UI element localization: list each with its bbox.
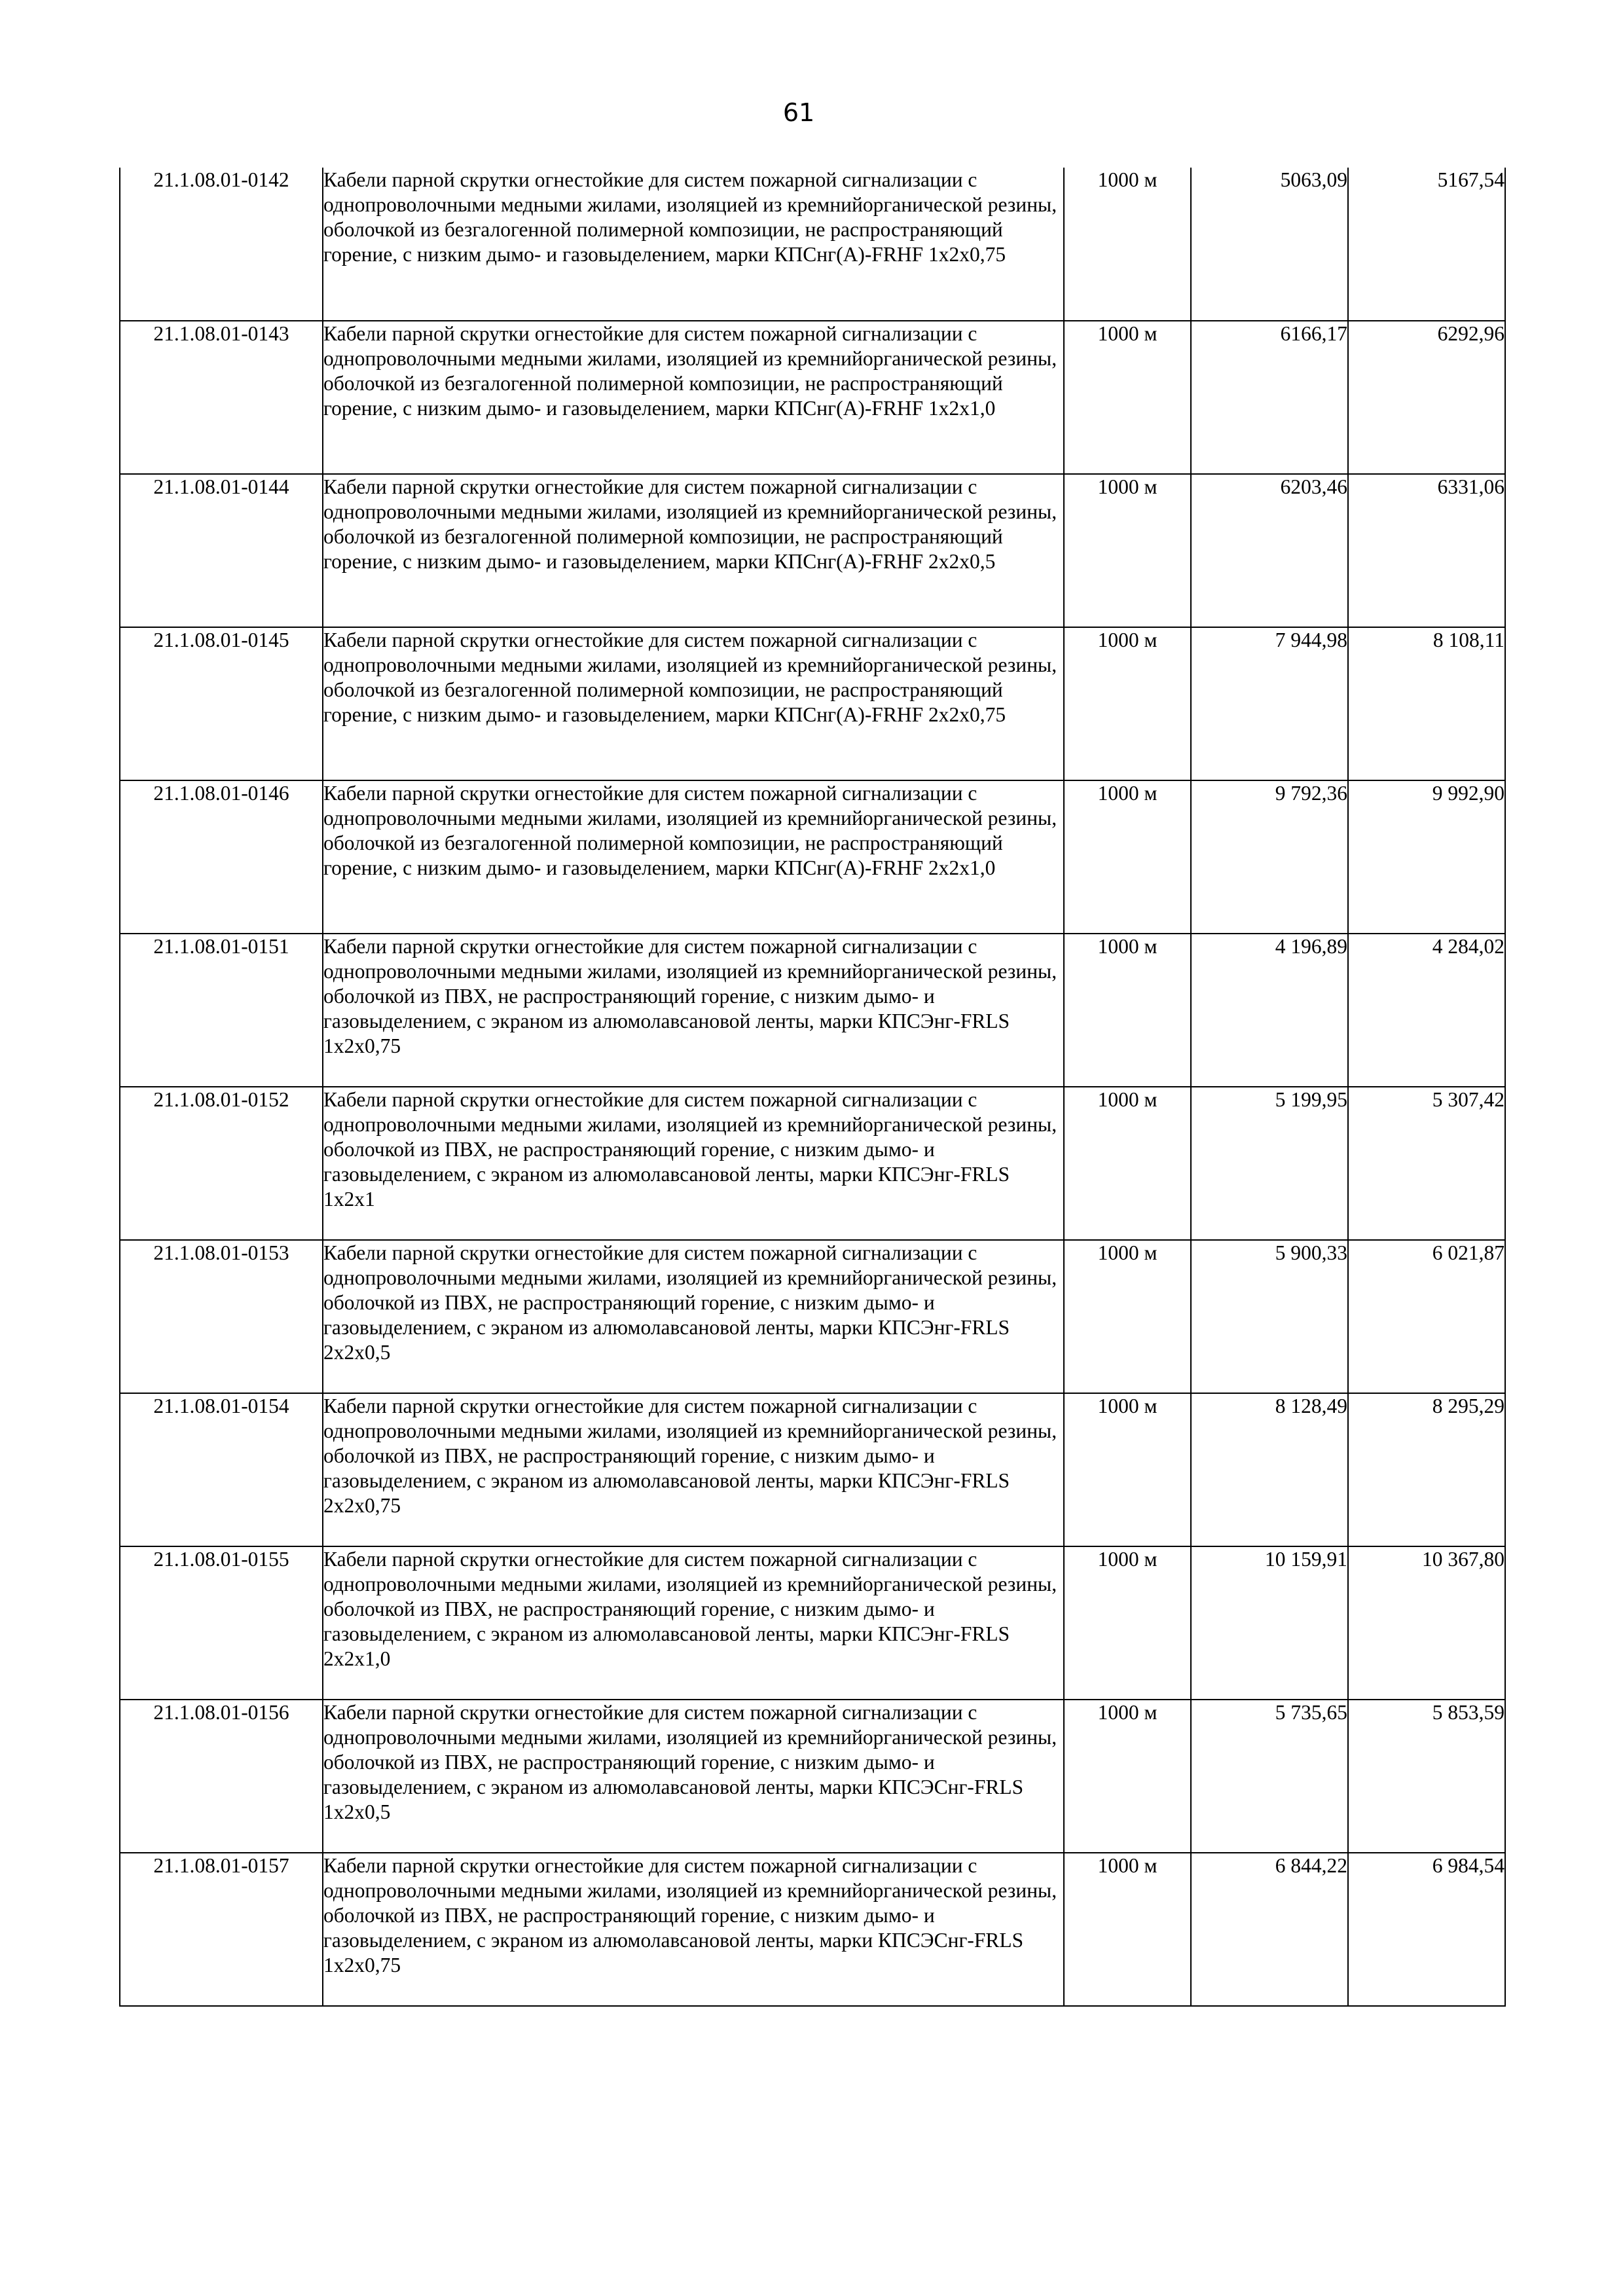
price-table — [119, 168, 1506, 2007]
resource-code: 21.1.08.01-0144 — [120, 474, 323, 627]
resource-code: 21.1.08.01-0155 — [120, 1546, 323, 1700]
price-column-1: 8 128,49 — [1191, 1393, 1348, 1546]
table-body — [120, 168, 1505, 2006]
resource-code: 21.1.08.01-0154 — [120, 1393, 323, 1546]
unit-of-measure: 1000 м — [1064, 1853, 1191, 2006]
unit-of-measure: 1000 м — [1064, 168, 1191, 321]
resource-description: Кабели парной скрутки огнестойкие для систем пожарной сигнализации с однопроволочными медными жилами, изоляцией из кремнийорганической резины, оболочкой из ПВХ, не распространяющий горение, с низким дымо- и газовыделением, с экраном из алюмолавсановой ленты, марки КПСЭнг-FRLS 1x2x0,75 — [323, 934, 1064, 1087]
resource-description: Кабели парной скрутки огнестойкие для систем пожарной сигнализации с однопроволочными медными жилами, изоляцией из кремнийорганической резины, оболочкой из безгалогенной полимерной композиции, не распространяющий горение, с низким дымо- и газовыделением, марки КПСнг(А)-FRHF 1x2x1,0 — [323, 321, 1064, 474]
table-row — [120, 1853, 1505, 2006]
resource-description: Кабели парной скрутки огнестойкие для систем пожарной сигнализации с однопроволочными медными жилами, изоляцией из кремнийорганической резины, оболочкой из ПВХ, не распространяющий горение, с низким дымо- и газовыделением, с экраном из алюмолавсановой ленты, марки КПСЭнг-FRLS 2x2x0,75 — [323, 1393, 1064, 1546]
price-column-2: 5 307,42 — [1348, 1087, 1505, 1240]
resource-code: 21.1.08.01-0145 — [120, 627, 323, 780]
resource-description: Кабели парной скрутки огнестойкие для систем пожарной сигнализации с однопроволочными медными жилами, изоляцией из кремнийорганической резины, оболочкой из ПВХ, не распространяющий горение, с низким дымо- и газовыделением, с экраном из алюмолавсановой ленты, марки КПСЭнг-FRLS 2x2x0,5 — [323, 1240, 1064, 1393]
price-column-2: 6 984,54 — [1348, 1853, 1505, 2006]
price-column-2: 9 992,90 — [1348, 780, 1505, 934]
resource-code: 21.1.08.01-0146 — [120, 780, 323, 934]
unit-of-measure: 1000 м — [1064, 1546, 1191, 1700]
table-row — [120, 1087, 1505, 1240]
price-column-1: 10 159,91 — [1191, 1546, 1348, 1700]
price-column-1: 6203,46 — [1191, 474, 1348, 627]
price-column-2: 8 108,11 — [1348, 627, 1505, 780]
unit-of-measure: 1000 м — [1064, 1700, 1191, 1853]
resource-description: Кабели парной скрутки огнестойкие для систем пожарной сигнализации с однопроволочными медными жилами, изоляцией из кремнийорганической резины, оболочкой из безгалогенной полимерной композиции, не распространяющий горение, с низким дымо- и газовыделением, марки КПСнг(А)-FRHF 2x2x1,0 — [323, 780, 1064, 934]
price-column-1: 5 900,33 — [1191, 1240, 1348, 1393]
page-number: 61 — [782, 98, 815, 127]
unit-of-measure: 1000 м — [1064, 1240, 1191, 1393]
table-row — [120, 474, 1505, 627]
table-row — [120, 780, 1505, 934]
price-column-1: 5063,09 — [1191, 168, 1348, 321]
unit-of-measure: 1000 м — [1064, 1087, 1191, 1240]
unit-of-measure: 1000 м — [1064, 934, 1191, 1087]
table-row — [120, 168, 1505, 321]
resource-description: Кабели парной скрутки огнестойкие для систем пожарной сигнализации с однопроволочными медными жилами, изоляцией из кремнийорганической резины, оболочкой из безгалогенной полимерной композиции, не распространяющий горение, с низким дымо- и газовыделением, марки КПСнг(А)-FRHF 1x2x0,75 — [323, 168, 1064, 321]
resource-description: Кабели парной скрутки огнестойкие для систем пожарной сигнализации с однопроволочными медными жилами, изоляцией из кремнийорганической резины, оболочкой из безгалогенной полимерной композиции, не распространяющий горение, с низким дымо- и газовыделением, марки КПСнг(А)-FRHF 2x2x0,75 — [323, 627, 1064, 780]
price-column-2: 5 853,59 — [1348, 1700, 1505, 1853]
resource-code: 21.1.08.01-0151 — [120, 934, 323, 1087]
table-row — [120, 1700, 1505, 1853]
table-row — [120, 627, 1505, 780]
price-column-2: 6292,96 — [1348, 321, 1505, 474]
price-column-2: 5167,54 — [1348, 168, 1505, 321]
table-row — [120, 1393, 1505, 1546]
price-column-1: 9 792,36 — [1191, 780, 1348, 934]
resource-description: Кабели парной скрутки огнестойкие для систем пожарной сигнализации с однопроволочными медными жилами, изоляцией из кремнийорганической резины, оболочкой из ПВХ, не распространяющий горение, с низким дымо- и газовыделением, с экраном из алюмолавсановой ленты, марки КПСЭСнг-FRLS 1x2x0,75 — [323, 1853, 1064, 2006]
resource-description: Кабели парной скрутки огнестойкие для систем пожарной сигнализации с однопроволочными медными жилами, изоляцией из кремнийорганической резины, оболочкой из ПВХ, не распространяющий горение, с низким дымо- и газовыделением, с экраном из алюмолавсановой ленты, марки КПСЭСнг-FRLS 1x2x0,5 — [323, 1700, 1064, 1853]
table-row — [120, 321, 1505, 474]
price-column-1: 7 944,98 — [1191, 627, 1348, 780]
resource-code: 21.1.08.01-0142 — [120, 168, 323, 321]
price-column-1: 5 199,95 — [1191, 1087, 1348, 1240]
resource-code: 21.1.08.01-0156 — [120, 1700, 323, 1853]
unit-of-measure: 1000 м — [1064, 780, 1191, 934]
table-row — [120, 1546, 1505, 1700]
price-column-2: 6331,06 — [1348, 474, 1505, 627]
resource-code: 21.1.08.01-0153 — [120, 1240, 323, 1393]
resource-description: Кабели парной скрутки огнестойкие для систем пожарной сигнализации с однопроволочными медными жилами, изоляцией из кремнийорганической резины, оболочкой из ПВХ, не распространяющий горение, с низким дымо- и газовыделением, с экраном из алюмолавсановой ленты, марки КПСЭнг-FRLS 2x2x1,0 — [323, 1546, 1064, 1700]
resource-code: 21.1.08.01-0152 — [120, 1087, 323, 1240]
unit-of-measure: 1000 м — [1064, 321, 1191, 474]
resource-description: Кабели парной скрутки огнестойкие для систем пожарной сигнализации с однопроволочными медными жилами, изоляцией из кремнийорганической резины, оболочкой из безгалогенной полимерной композиции, не распространяющий горение, с низким дымо- и газовыделением, марки КПСнг(А)-FRHF 2x2x0,5 — [323, 474, 1064, 627]
unit-of-measure: 1000 м — [1064, 627, 1191, 780]
price-column-1: 6166,17 — [1191, 321, 1348, 474]
unit-of-measure: 1000 м — [1064, 1393, 1191, 1546]
unit-of-measure: 1000 м — [1064, 474, 1191, 627]
price-column-1: 5 735,65 — [1191, 1700, 1348, 1853]
table-row — [120, 934, 1505, 1087]
resource-code: 21.1.08.01-0157 — [120, 1853, 323, 2006]
price-column-1: 4 196,89 — [1191, 934, 1348, 1087]
resource-code: 21.1.08.01-0143 — [120, 321, 323, 474]
price-column-2: 6 021,87 — [1348, 1240, 1505, 1393]
price-column-2: 4 284,02 — [1348, 934, 1505, 1087]
price-column-2: 8 295,29 — [1348, 1393, 1505, 1546]
price-column-1: 6 844,22 — [1191, 1853, 1348, 2006]
price-column-2: 10 367,80 — [1348, 1546, 1505, 1700]
table-row — [120, 1240, 1505, 1393]
resource-description: Кабели парной скрутки огнестойкие для систем пожарной сигнализации с однопроволочными медными жилами, изоляцией из кремнийорганической резины, оболочкой из ПВХ, не распространяющий горение, с низким дымо- и газовыделением, с экраном из алюмолавсановой ленты, марки КПСЭнг-FRLS 1x2x1 — [323, 1087, 1064, 1240]
